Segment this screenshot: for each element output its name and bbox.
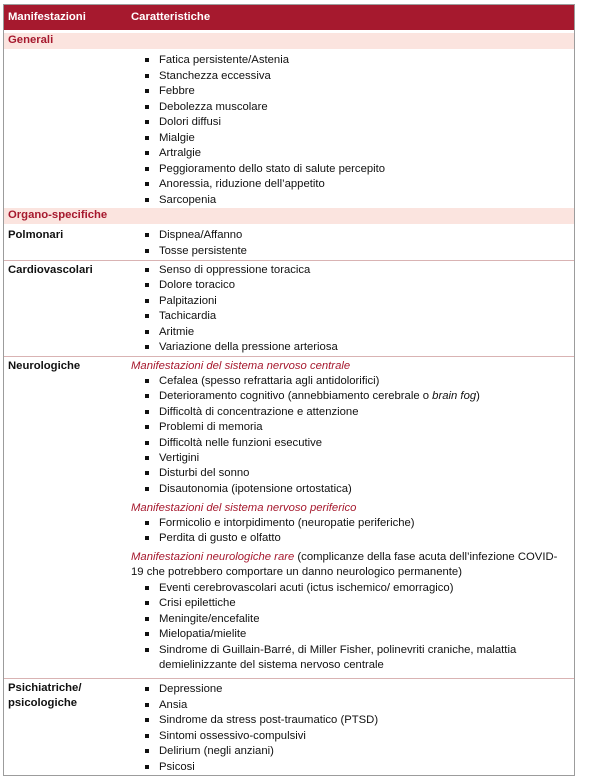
list-item: Peggioramento dello stato di salute percepito <box>159 162 385 177</box>
list-item: Depressione <box>159 682 222 697</box>
list-item: Formicolio e intorpidimento (neuropatie periferiche) <box>159 516 415 531</box>
section-organo-specifiche <box>4 208 574 224</box>
list-item: Vertigini <box>159 451 199 466</box>
list-item: Sindrome di Guillain-Barré, di Miller Fisher, polinevriti craniche, malattia demielinizzante del sistema nervoso centrale <box>159 643 564 674</box>
list-item: Febbre <box>159 84 195 99</box>
list-item: Tachicardia <box>159 309 216 324</box>
list-item <box>159 389 480 404</box>
list-item: Eventi cerebrovascolari acuti (ictus ischemico/ emorragico) <box>159 581 453 596</box>
list-item: Mielopatia/mielite <box>159 627 246 642</box>
header-manifestazioni: Manifestazioni <box>8 11 86 23</box>
list-item: Delirium (negli anziani) <box>159 744 274 759</box>
list-item: Variazione della pressione arteriosa <box>159 340 338 355</box>
list-item: Cefalea (spesso refrattaria agli antidolorifici) <box>159 374 379 389</box>
neuro-peripheral-title: Manifestazioni del sistema nervoso periferico <box>131 502 357 514</box>
list-item: Dolori diffusi <box>159 115 221 130</box>
section-organo-label: Organo-specifiche <box>8 209 108 221</box>
list-item: Problemi di memoria <box>159 420 263 435</box>
list-item: Sarcopenia <box>159 193 216 208</box>
list-item: Senso di oppressione toracica <box>159 263 310 278</box>
neuro-rare-description: (complicanze della fase acuta dell’infezione COVID-19 che potrebbero comportare un danno neurologico permanente) <box>131 551 558 579</box>
header-caratteristiche: Caratteristiche <box>131 11 211 23</box>
list-item: Artralgie <box>159 146 201 161</box>
table-header <box>4 5 574 30</box>
close-paren: ) <box>476 390 480 403</box>
list-item: Palpitazioni <box>159 294 217 309</box>
category-neurologiche: Neurologiche <box>8 360 81 372</box>
list-item: Sindrome da stress post-traumatico (PTSD) <box>159 713 378 728</box>
row-divider <box>4 260 574 261</box>
list-item: Fatica persistente/Astenia <box>159 53 289 68</box>
category-psichiatriche: Psichiatriche/ psicologiche <box>8 682 82 709</box>
row-divider <box>4 678 574 679</box>
brain-fog-term: brain fog <box>432 390 477 403</box>
manifestations-table <box>3 4 575 776</box>
category-polmonari: Polmonari <box>8 229 64 241</box>
list-item: Crisi epilettiche <box>159 596 236 611</box>
category-cardiovascolari: Cardiovascolari <box>8 264 93 276</box>
list-item: Debolezza muscolare <box>159 100 268 115</box>
list-item: Psicosi <box>159 760 195 775</box>
list-item: Aritmie <box>159 325 194 340</box>
list-item: Meningite/encefalite <box>159 612 259 627</box>
list-item: Dolore toracico <box>159 278 235 293</box>
list-item: Perdita di gusto e olfatto <box>159 531 281 546</box>
neuro-rare-title: Manifestazioni neurologiche rare <box>131 551 295 563</box>
list-item: Anoressia, riduzione dell’appetito <box>159 177 325 192</box>
list-item: Sintomi ossessivo-compulsivi <box>159 729 306 744</box>
list-item: Difficoltà nelle funzioni esecutive <box>159 436 322 451</box>
list-item: Ansia <box>159 698 187 713</box>
section-generali <box>4 33 574 49</box>
list-item: Stanchezza eccessiva <box>159 69 271 84</box>
list-item-text: Deterioramento cognitivo (annebbiamento cerebrale o <box>159 390 433 403</box>
list-item: Disautonomia (ipotensione ortostatica) <box>159 482 352 497</box>
list-item: Disturbi del sonno <box>159 466 249 481</box>
list-item: Difficoltà di concentrazione e attenzione <box>159 405 359 420</box>
list-item: Dispnea/Affanno <box>159 228 242 243</box>
neuro-central-title: Manifestazioni del sistema nervoso centrale <box>131 360 351 372</box>
section-generali-label: Generali <box>8 34 54 46</box>
list-item: Mialgie <box>159 131 195 146</box>
list-item: Tosse persistente <box>159 244 247 259</box>
row-divider <box>4 356 574 357</box>
neuro-rare-note <box>131 550 569 581</box>
